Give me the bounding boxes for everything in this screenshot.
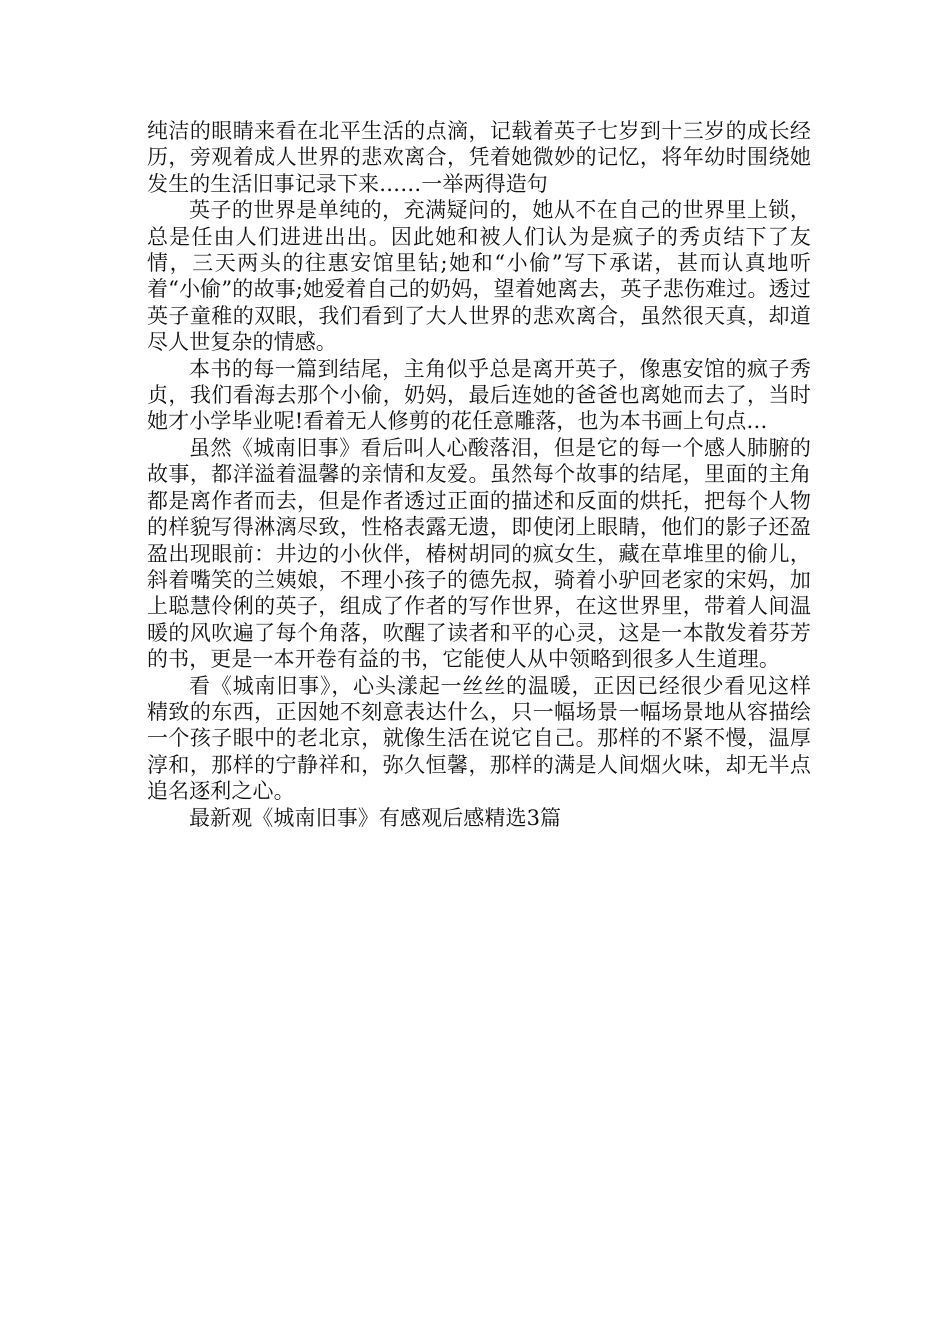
paragraph-5: 看《城南旧事》，心头漾起一丝丝的温暖，正因已经很少看见这样精致的东西，正因她不刻意表达什么，只一幅场景一幅场景地从容描绘一个孩子眼中的老北京，就像生活在说它自己。那样的不紧不慢，温厚淳和，那样的宁静祥和，弥久恒馨，那样的满是人间烟火味，却无半点追名逐利之心。 [147, 673, 811, 804]
paragraph-6: 最新观《城南旧事》有感观后感精选3篇 [189, 805, 562, 830]
paragraph-4: 虽然《城南旧事》看后叫人心酸落泪，但是它的每一个感人肺腑的故事，都洋溢着温馨的亲情和友爱。虽然每个故事的结尾，里面的主角都是离作者而去，但是作者透过正面的描述和反面的烘托，把每个人物的样貌写得淋漓尽致，性格表露无遗，即使闭上眼睛，他们的影子还盈盈出现眼前：井边的小伙伴，椿树胡同的疯女生，藏在草堆里的偷儿，斜着嘴笑的兰姨娘，不理小孩子的德先叔，骑着小驴回老家的宋妈，加上聪慧伶俐的英子，组成了作者的写作世界，在这世界里，带着人间温暖的风吹遍了每个角落，吹醒了读者和平的心灵，这是一本散发着芬芳的书，更是一本开卷有益的书，它能使人从中领略到很多人生道理。 [147, 435, 811, 672]
document-body [147, 118, 811, 831]
paragraph-2: 英子的世界是单纯的，充满疑问的，她从不在自己的世界里上锁，总是任由人们进进出出。因此她和被人们认为是疯子的秀贞结下了友情，三天两头的往惠安馆里钻;她和“小偷”写下承诺，甚而认真地听着“小偷”的故事;她爱着自己的奶妈，望着她离去，英子悲伤难过。透过英子童稚的双眼，我们看到了大人世界的悲欢离合，虽然很天真，却道尽人世复杂的情感。 [147, 198, 811, 355]
paragraph-3: 本书的每一篇到结尾，主角似乎总是离开英子，像惠安馆的疯子秀贞，我们看海去那个小偷，奶妈，最后连她的爸爸也离她而去了，当时她才小学毕业呢!看着无人修剪的花任意雕落，也为本书画上句点… [147, 356, 811, 434]
paragraph-1: 纯洁的眼睛来看在北平生活的点滴，记载着英子七岁到十三岁的成长经历，旁观着成人世界的悲欢离合，凭着她微妙的记忆，将年幼时围绕她发生的生活旧事记录下来……一举两得造句 [147, 119, 811, 196]
